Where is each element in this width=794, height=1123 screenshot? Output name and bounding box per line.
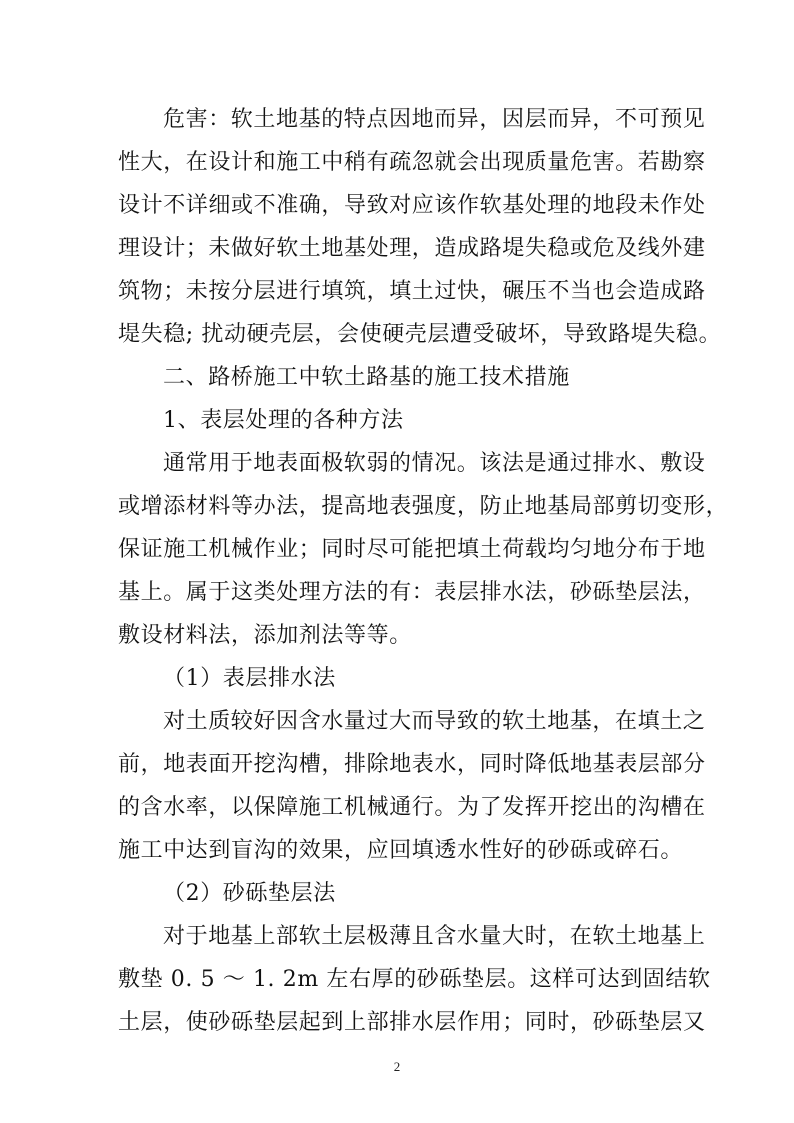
page-number: 2 (393, 1059, 401, 1074)
paragraph-line: 保证施工机械作业；同时尽可能把填土荷载均匀地分布于地 (118, 537, 706, 562)
paragraph-line: 理设计；未做好软土地基处理，造成路堤失稳或危及线外建 (118, 236, 706, 261)
paragraph-line: 对土质较好因含水量过大而导致的软土地基，在填土之 (163, 709, 706, 734)
paragraph-line: 堤失稳; 扰动硬壳层，会使硬壳层遭受破坏，导致路堤失稳。 (118, 322, 722, 347)
paragraph-line: 性大，在设计和施工中稍有疏忽就会出现质量危害。若勘察 (118, 150, 706, 175)
paragraph-line: 敷垫 0. 5 ～ 1. 2m 左右厚的砂砾垫层。这样可达到固结软 (118, 967, 711, 992)
paragraph-line: 土层，使砂砾垫层起到上部排水层作用；同时，砂砾垫层又 (118, 1010, 706, 1035)
subsection-heading: 1、表层处理的各种方法 (163, 408, 404, 433)
section-heading: 二、路桥施工中软土路基的施工技术措施 (163, 365, 570, 390)
paragraph-line: 危害：软土地基的特点因地而异，因层而异，不可预见 (163, 107, 706, 132)
item-heading: （2）砂砾垫层法 (163, 881, 336, 906)
paragraph-line: 基上。属于这类处理方法的有：表层排水法，砂砾垫层法， (118, 580, 706, 605)
paragraph-line: 敷设材料法，添加剂法等等。 (118, 623, 412, 648)
paragraph-line: 施工中达到盲沟的效果，应回填透水性好的砂砾或碎石。 (118, 838, 684, 863)
item-heading: （1）表层排水法 (163, 666, 336, 691)
paragraph-line: 的含水率，以保障施工机械通行。为了发挥开挖出的沟槽在 (118, 795, 706, 820)
paragraph-line: 设计不详细或不准确，导致对应该作软基处理的地段未作处 (118, 193, 706, 218)
paragraph-line: 筑物；未按分层进行填筑，填土过快，碾压不当也会造成路 (118, 279, 706, 304)
paragraph-line: 前，地表面开挖沟槽，排除地表水，同时降低地基表层部分 (118, 752, 706, 777)
paragraph-line: 对于地基上部软土层极薄且含水量大时，在软土地基上 (163, 924, 706, 949)
paragraph-line: 或增添材料等办法，提高地表强度，防止地基局部剪切变形， (118, 494, 729, 519)
paragraph-line: 通常用于地表面极软弱的情况。该法是通过排水、敷设 (163, 451, 706, 476)
